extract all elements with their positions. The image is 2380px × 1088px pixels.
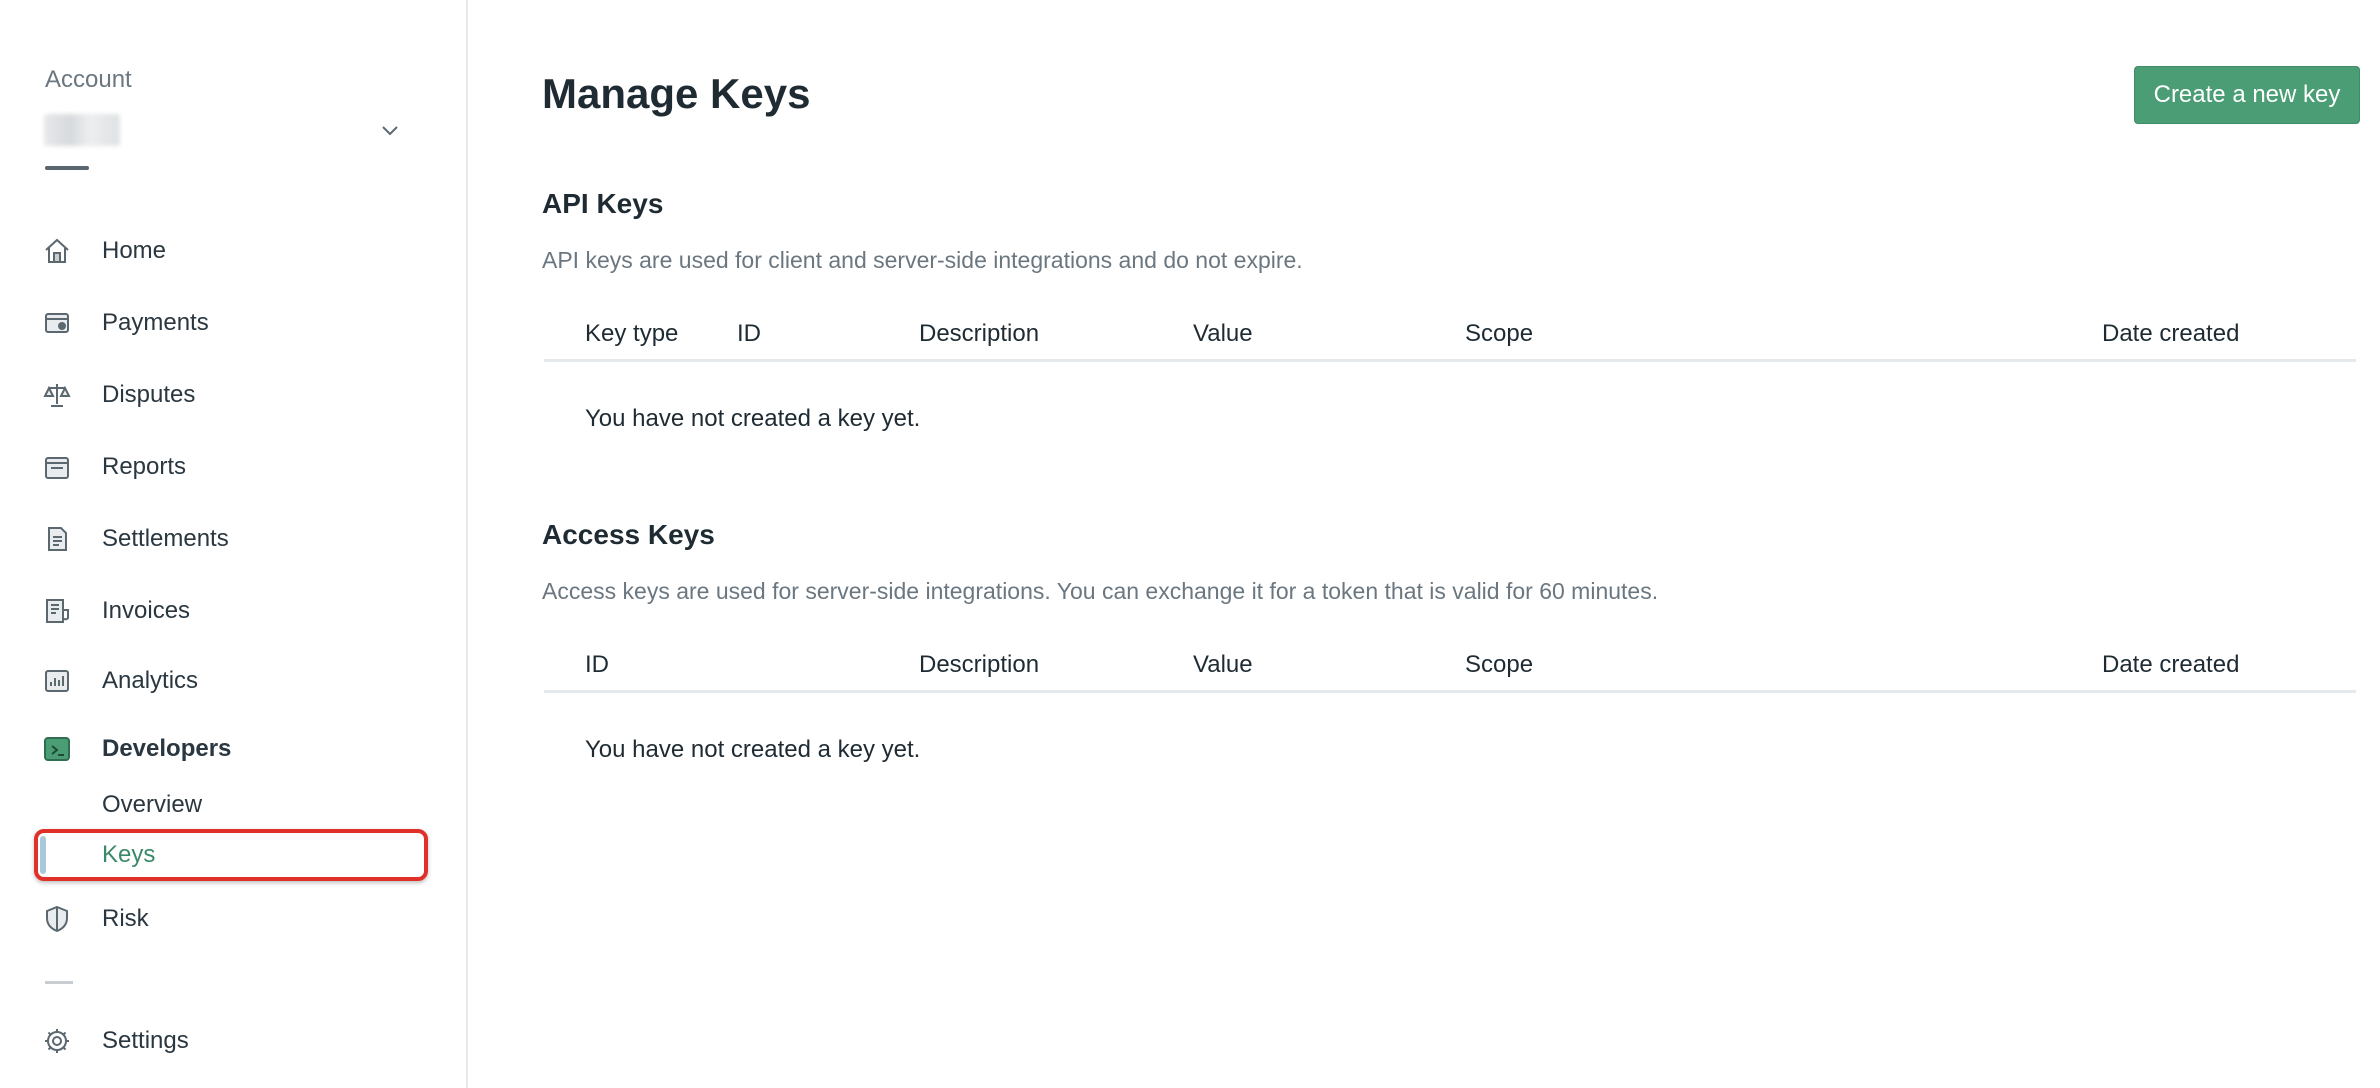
sidebar-item-invoices[interactable] (40, 587, 430, 635)
payments-icon (40, 306, 74, 340)
reports-icon (40, 450, 74, 484)
sidebar-item-label: Analytics (102, 667, 199, 694)
highlight-annotation (34, 829, 428, 881)
column-header[interactable]: Description (919, 651, 1040, 678)
sidebar-divider (45, 981, 73, 984)
sidebar-item-developers[interactable] (40, 725, 430, 773)
gear-icon (40, 1024, 74, 1058)
sidebar-subitem-overview[interactable]: Overview (102, 791, 203, 818)
column-header[interactable]: Key type (585, 320, 679, 347)
sidebar-item-reports[interactable] (40, 443, 430, 491)
column-header[interactable]: Date created (2102, 320, 2240, 347)
sidebar-item-payments[interactable] (40, 299, 430, 347)
column-header[interactable]: Description (919, 320, 1040, 347)
developers-icon (40, 732, 74, 766)
column-header[interactable]: Date created (2102, 651, 2240, 678)
chevron-down-icon (378, 118, 402, 142)
sidebar-item-label: Home (102, 237, 167, 264)
create-new-key-button[interactable]: Create a new key (2134, 66, 2360, 124)
column-header[interactable]: Scope (1465, 320, 1534, 347)
home-icon (40, 234, 74, 268)
account-name-redacted (44, 114, 120, 146)
account-selector[interactable] (44, 104, 414, 156)
api-keys-title: API Keys (542, 188, 664, 219)
access-keys-title: Access Keys (542, 519, 715, 550)
api-keys-description: API keys are used for client and server-side integrations and do not expire. (542, 247, 1303, 273)
sidebar-item-label: Risk (102, 905, 149, 932)
account-underline (45, 166, 89, 170)
sidebar-item-label: Payments (102, 309, 209, 336)
column-header[interactable]: ID (737, 320, 761, 347)
disputes-icon (40, 378, 74, 412)
invoices-icon (40, 594, 74, 628)
sidebar-item-disputes[interactable] (40, 371, 430, 419)
page-title: Manage Keys (542, 70, 811, 117)
access-keys-description: Access keys are used for server-side integrations. You can exchange it for a token that is valid for 60 minutes. (542, 578, 1659, 604)
sidebar-item-label: Reports (102, 453, 187, 480)
api-keys-table-header (544, 306, 2356, 362)
access-keys-empty-message: You have not created a key yet. (585, 736, 921, 763)
sidebar-item-home[interactable] (40, 227, 430, 275)
access-keys-table-header (544, 637, 2356, 693)
main-content (470, 0, 2380, 1088)
column-header[interactable]: Scope (1465, 651, 1534, 678)
sidebar-subitem-keys[interactable]: Keys (102, 841, 156, 868)
sidebar-item-settlements[interactable] (40, 515, 430, 563)
column-header[interactable]: Value (1193, 320, 1253, 347)
sidebar-item-label: Disputes (102, 381, 196, 408)
sidebar-item-label: Settlements (102, 525, 229, 552)
sidebar-item-risk[interactable] (40, 895, 430, 943)
settlements-icon (40, 522, 74, 556)
column-header[interactable]: ID (585, 651, 609, 678)
sidebar-item-label: Developers (102, 735, 232, 762)
analytics-icon (40, 664, 74, 698)
sidebar-item-label: Settings (102, 1027, 189, 1054)
sidebar-item-label: Invoices (102, 597, 191, 624)
sidebar-item-analytics[interactable] (40, 657, 430, 705)
account-label: Account (45, 66, 132, 93)
column-header[interactable]: Value (1193, 651, 1253, 678)
sidebar (0, 0, 468, 1088)
api-keys-empty-message: You have not created a key yet. (585, 405, 921, 432)
shield-icon (40, 902, 74, 936)
sidebar-item-settings[interactable] (40, 1017, 430, 1065)
